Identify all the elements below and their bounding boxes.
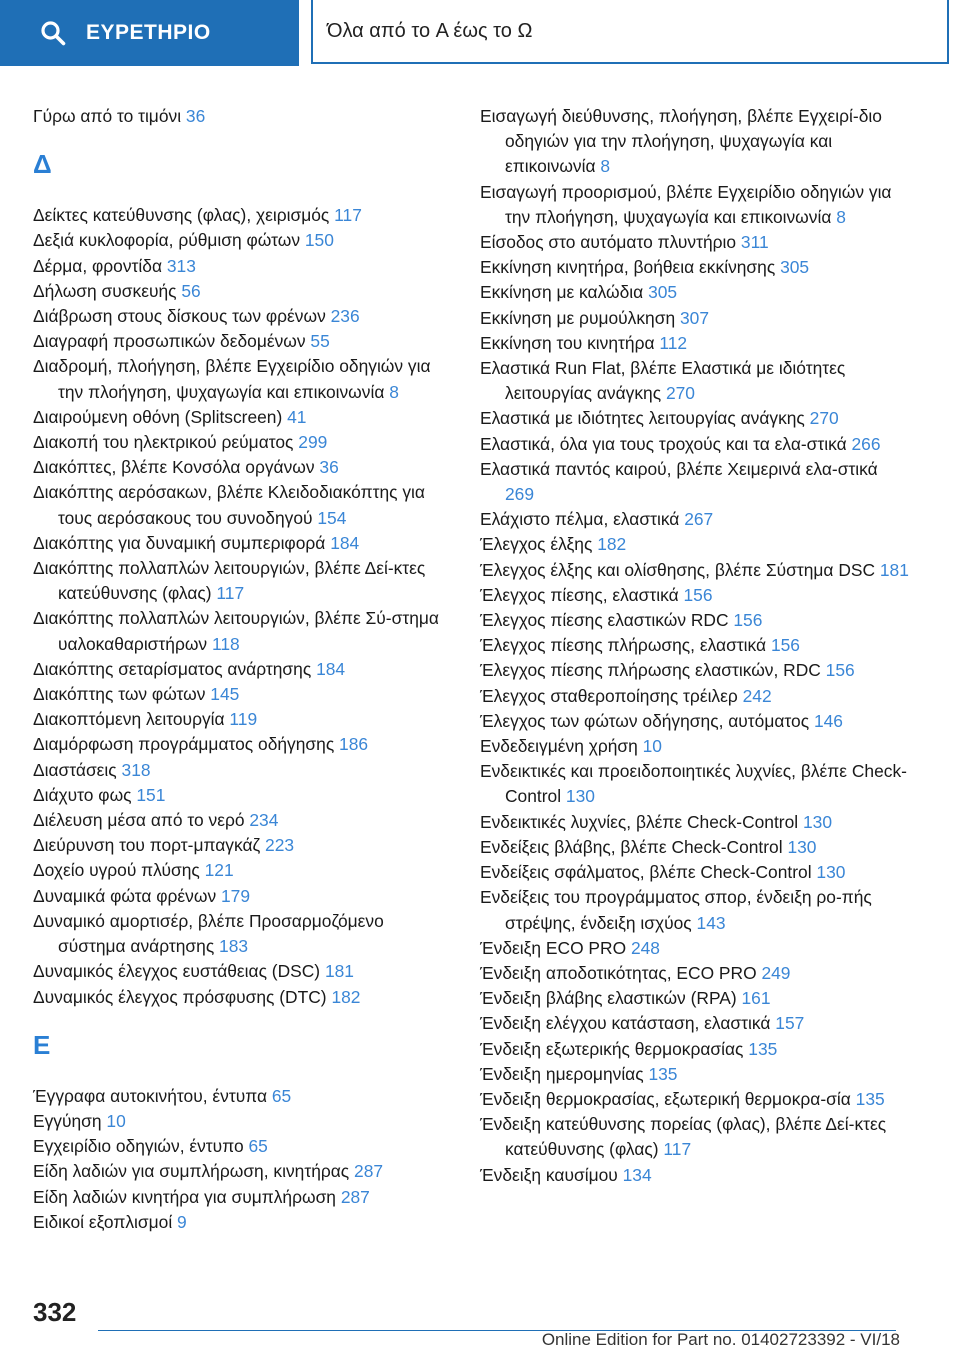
index-entry-text: Ειδικοί εξοπλισμοί [33, 1211, 173, 1232]
index-entry-text: Έλεγχος έλξης και ολίσθησης, βλέπε Σύστημα DSC [480, 559, 876, 580]
index-entry [480, 104, 910, 180]
page-reference-link[interactable]: 8 [836, 206, 846, 227]
index-entry [33, 606, 453, 656]
index-entry-text: Διέλευση μέσα από το νερό [33, 810, 245, 831]
index-entry-text: Διακοπή του ηλεκτρικού ρεύματος [33, 432, 294, 453]
index-entry-text: Είδη λαδιών για συμπλήρωση, κινητήρας [33, 1161, 350, 1182]
index-entry-text: Δήλωση συσκευής [33, 280, 177, 301]
index-entry [33, 480, 453, 530]
index-entry-text: Εγχειρίδιο οδηγιών, έντυπο [33, 1136, 244, 1157]
search-tab[interactable] [0, 0, 299, 66]
index-entry-text: Έλεγχος έλξης [480, 534, 593, 555]
index-entry-text: Έλεγχος σταθεροποίησης τρέιλερ [480, 685, 738, 706]
edition-note: Online Edition for Part no. 01402723392 - VI/18 [541, 1330, 900, 1349]
index-entry [480, 255, 910, 280]
page-reference-link[interactable]: 121 [204, 860, 234, 881]
page-reference-link[interactable]: 112 [659, 332, 688, 353]
page-reference-link[interactable]: 36 [319, 457, 339, 478]
index-entry-text: Ενδεδειγμένη χρήση [480, 736, 638, 757]
page-reference-link[interactable]: 318 [121, 759, 151, 780]
index-entry-text: Διαδρομή, πλοήγηση, βλέπε Εγχειρίδιο οδηγιών για την πλοήγηση, ψυχαγωγία και επικοινωνία [33, 356, 431, 402]
index-entry-text: Ένδειξη βλάβης ελαστικών (RPA) [480, 988, 737, 1009]
index-entry [480, 885, 910, 935]
search-icon [40, 19, 68, 47]
index-entry [33, 279, 453, 304]
index-entry [33, 354, 453, 404]
index-entry [480, 608, 910, 633]
index-entry-text: Ενδείξεις σφάλματος, βλέπε Check-Control [480, 862, 812, 883]
page-reference-link[interactable]: 287 [340, 1186, 370, 1207]
index-entry [480, 356, 910, 406]
page-reference-link[interactable]: 117 [334, 205, 362, 226]
index-entry [480, 532, 910, 557]
index-entry-text: Έλεγχος πίεσης ελαστικών RDC [480, 610, 729, 631]
page-reference-link[interactable]: 9 [177, 1211, 187, 1232]
index-entry [480, 1037, 910, 1062]
index-entry-text: Δυναμικό αμορτισέρ, βλέπε Προσαρμοζόμενο σύστημα ανάρτησης [33, 910, 384, 957]
page-reference-link[interactable]: 65 [271, 1085, 292, 1106]
page-reference-link[interactable]: 135 [855, 1088, 885, 1109]
index-entry [33, 304, 453, 329]
page-reference-link[interactable]: 181 [879, 559, 909, 580]
page-reference-link[interactable]: 154 [317, 507, 347, 528]
section-title: Όλα από το A έως το Ω [311, 0, 949, 64]
page-reference-link[interactable]: 56 [181, 280, 201, 301]
index-entry-text: Διακοπτόμενη λειτουργία [33, 709, 225, 730]
page-reference-link[interactable]: 65 [248, 1136, 268, 1157]
page-reference-link[interactable]: 157 [775, 1013, 805, 1034]
index-entry [480, 1163, 910, 1188]
index-entry-text: Ενδεικτικές λυχνίες, βλέπε Check-Control [480, 811, 799, 832]
index-entry-text: Ένδειξη εξωτερικής θερμοκρασίας [480, 1038, 744, 1059]
index-entry [480, 280, 910, 305]
index-entry-text: Ελαστικά Run Flat, βλέπε Ελαστικά με ιδιότητες λειτουργίας ανάγκης [480, 358, 846, 404]
page-reference-link[interactable]: 55 [310, 331, 330, 352]
index-letter-heading: Ε [33, 1029, 51, 1060]
page-reference-link[interactable]: 181 [324, 961, 354, 982]
page-reference-link[interactable]: 234 [249, 810, 279, 831]
index-entry [480, 810, 910, 835]
page-reference-link[interactable]: 179 [220, 885, 250, 906]
index-entry [480, 432, 910, 457]
index-entry [480, 583, 910, 608]
index-entry-text: Εγγύηση [33, 1110, 102, 1131]
index-entry [480, 331, 910, 356]
index-entry-text: Εκκίνηση με καλώδια [480, 282, 644, 303]
index-entry [480, 558, 910, 583]
index-entry [480, 457, 910, 507]
index-entry-text: Ένδειξη ECO PRO [480, 937, 627, 958]
index-entry [33, 833, 453, 858]
index-entry [33, 329, 453, 354]
index-entry [33, 556, 453, 606]
index-entry [480, 1112, 910, 1162]
index-column-left [33, 104, 453, 1235]
page-reference-link[interactable]: 242 [742, 685, 772, 706]
index-entry-text: Είδη λαδιών κινητήρα για συμπλήρωση [33, 1186, 336, 1207]
page-reference-link[interactable]: 186 [339, 734, 369, 755]
page-reference-link[interactable]: 118 [211, 633, 240, 654]
index-entry [480, 180, 910, 230]
index-entry-text: Ένδειξη ελέγχου κατάσταση, ελαστικά [480, 1013, 771, 1034]
index-entry [33, 228, 453, 253]
index-entry-text: Ενδείξεις του προγράμματος σπορ, ένδειξη ρο-πής στρέψης, ένδειξη ισχύος [480, 887, 872, 933]
index-entry-text: Ενδεικτικές και προειδοποιητικές λυχνίες, βλέπε Check-Control [480, 761, 907, 807]
index-entry [480, 860, 910, 885]
page-reference-link[interactable]: 143 [696, 912, 726, 933]
index-entry [33, 909, 453, 959]
index-entry [33, 808, 453, 833]
index-entry-text: Ελάχιστο πέλμα, ελαστικά [480, 509, 680, 530]
index-entry [480, 230, 910, 255]
index-entry [33, 657, 453, 682]
index-entry-text: Δοχείο υγρού πλύσης [33, 860, 200, 881]
index-entry-text: Διακόπτης για δυναμική συμπεριφορά [33, 532, 326, 553]
page-reference-link[interactable]: 182 [331, 986, 361, 1007]
page-reference-link[interactable]: 270 [809, 408, 839, 429]
index-entry-text: Δείκτες κατεύθυνσης (φλας), χειρισμός [33, 205, 330, 226]
page-reference-link[interactable]: 223 [265, 835, 295, 856]
index-entry-text: Διακόπτης αερόσακων, βλέπε Κλειδοδιακόπτης για τους αερόσακους του συνοδηγού [33, 482, 425, 528]
page-reference-link[interactable]: 249 [761, 962, 791, 983]
page-reference-link[interactable]: 10 [642, 736, 662, 757]
index-entry [480, 406, 910, 431]
index-entry-text: Διακόπτης σεταρίσματος ανάρτησης [33, 658, 312, 679]
page-reference-link[interactable]: 182 [597, 534, 627, 555]
index-entry [480, 709, 910, 734]
index-entry-text: Έγγραφα αυτοκινήτου, έντυπα [33, 1085, 268, 1106]
index-entry-text: Διακόπτης πολλαπλών λειτουργιών, βλέπε Σύ-στημα υαλοκαθαριστήρων [33, 608, 439, 654]
index-entry [480, 1087, 910, 1112]
index-entry-text: Ελαστικά παντός καιρού, βλέπε Χειμερινά ελα-στικά [480, 458, 878, 479]
page-reference-link[interactable]: 156 [770, 635, 800, 656]
index-entry-text: Ένδειξη θερμοκρασίας, εξωτερική θερμοκρα-σία [480, 1088, 851, 1109]
page-reference-link[interactable]: 145 [210, 684, 240, 705]
index-entry [480, 306, 910, 331]
index-entry-text: Διακόπτης των φώτων [33, 684, 206, 705]
index-entry [33, 707, 453, 732]
index-entry [480, 1062, 910, 1087]
page-reference-link[interactable]: 130 [802, 811, 832, 832]
page-reference-link[interactable]: 236 [330, 306, 360, 327]
page-reference-link[interactable]: 305 [648, 282, 678, 303]
index-entry [480, 684, 910, 709]
index-entry [33, 1084, 453, 1109]
index-entry [33, 682, 453, 707]
index-entry [480, 986, 910, 1011]
page-reference-link[interactable]: 119 [229, 709, 258, 730]
index-entry-text: Ένδειξη ημερομηνίας [480, 1063, 644, 1084]
page-reference-link[interactable]: 8 [389, 381, 399, 402]
index-entry-text: Διάχυτο φως [33, 784, 132, 805]
index-letter-heading: Δ [33, 149, 52, 180]
index-entry [33, 1185, 453, 1210]
header [0, 0, 960, 66]
page-reference-link[interactable]: 134 [622, 1164, 652, 1185]
page-reference-link[interactable]: 135 [748, 1038, 778, 1059]
index-entry [480, 633, 910, 658]
index-entry-text: Εισαγωγή προορισμού, βλέπε Εγχειρίδιο οδηγιών για την πλοήγηση, ψυχαγωγία και επικοινωνία [480, 181, 892, 227]
index-entry [33, 1134, 453, 1159]
page-reference-link[interactable]: 150 [304, 230, 334, 251]
page-reference-link[interactable]: 36 [185, 106, 206, 126]
index-entry [33, 858, 453, 883]
index-entry [33, 959, 453, 984]
page-reference-link[interactable]: 41 [287, 406, 307, 427]
index-entry [33, 1159, 453, 1184]
page-reference-link[interactable]: 299 [298, 432, 328, 453]
index-entry-text: Διαγραφή προσωπικών δεδομένων [33, 331, 306, 352]
index-entry-text: Ελαστικά, όλα για τους τροχούς και τα ελα-στικά [480, 433, 847, 454]
index-entry [33, 732, 453, 757]
index-entry [480, 961, 910, 986]
index-entry-text: Δυναμικός έλεγχος ευστάθειας (DSC) [33, 961, 321, 982]
index-entry-text: Διαμόρφωση προγράμματος οδήγησης [33, 734, 335, 755]
index-entry [33, 405, 453, 430]
index-entry-text: Εκκίνηση του κινητήρα [480, 332, 655, 353]
page-reference-link[interactable]: 184 [330, 532, 360, 553]
index-entry-text: Ενδείξεις βλάβης, βλέπε Check-Control [480, 836, 783, 857]
index-entry-text: Διάβρωση στους δίσκους των φρένων [33, 306, 326, 327]
page-reference-link[interactable]: 151 [136, 784, 166, 805]
page-reference-link[interactable]: 311 [740, 232, 769, 253]
page-number: 332 [33, 1297, 77, 1327]
index-entry [33, 884, 453, 909]
index-entry-text: Ένδειξη καυσίμου [480, 1164, 618, 1185]
index-entry [33, 1109, 453, 1134]
index-entry-text: Εκκίνηση κινητήρα, βοήθεια εκκίνησης [480, 257, 776, 278]
page-reference-link[interactable]: 184 [316, 658, 346, 679]
page-reference-link[interactable]: 156 [683, 584, 713, 605]
index-entry [33, 783, 453, 808]
page-reference-link[interactable]: 248 [630, 937, 660, 958]
page-reference-link[interactable]: 161 [741, 988, 771, 1009]
index-entry [480, 1011, 910, 1036]
search-tab-label: ΕΥΡΕΤΗΡΙΟ [86, 21, 211, 44]
index-entry [33, 430, 453, 455]
page-reference-link[interactable]: 10 [106, 1110, 126, 1131]
index-entry [480, 759, 910, 809]
index-entry-text: Ελαστικά με ιδιότητες λειτουργίας ανάγκης [480, 408, 805, 429]
page-reference-link[interactable]: 117 [663, 1139, 692, 1160]
index-entry-text: Είσοδος στο αυτόματο πλυντήριο [480, 232, 737, 253]
index-entry [480, 658, 910, 683]
page-reference-link[interactable]: 305 [780, 257, 810, 278]
index-entry-text: Εισαγωγή διεύθυνσης, πλοήγηση, βλέπε Εγχειρί-διο οδηγιών για την πλοήγηση, ψυχαγωγία και επικοινωνία [480, 106, 882, 177]
index-entry [33, 455, 453, 480]
page-reference-link[interactable]: 313 [166, 255, 196, 276]
index-entry-text: Δεξιά κυκλοφορία, ρύθμιση φώτων [33, 230, 301, 251]
index-entry-text: Δυναμικός έλεγχος πρόσφυσης (DTC) [33, 986, 327, 1007]
page-reference-link[interactable]: 156 [733, 610, 763, 631]
page-reference-link[interactable]: 156 [825, 660, 855, 681]
page-reference-link[interactable]: 269 [505, 484, 535, 505]
index-entry [480, 507, 910, 532]
index-entry [33, 985, 453, 1010]
page-reference-link[interactable]: 117 [216, 583, 245, 604]
index-entry [33, 254, 453, 279]
page-reference-link[interactable]: 130 [787, 836, 817, 857]
page-reference-link[interactable]: 130 [816, 862, 846, 883]
page-reference-link[interactable]: 270 [665, 383, 695, 404]
index-entry-text: Ένδειξη αποδοτικότητας, ECO PRO [480, 962, 757, 983]
index-entry-text: Έλεγχος πίεσης πλήρωσης, ελαστικά [480, 635, 767, 656]
page-reference-link[interactable]: 135 [648, 1063, 678, 1084]
index-entry [33, 1210, 453, 1235]
index-entry [33, 758, 453, 783]
index-entry-text: Διακόπτης πολλαπλών λειτουργιών, βλέπε Δεί-κτες κατεύθυνσης (φλας) [33, 558, 426, 604]
index-entry-text: Δέρμα, φροντίδα [33, 255, 163, 276]
index-column-right [480, 104, 910, 1188]
index-entry [480, 835, 910, 860]
index-entry-text: Έλεγχος πίεσης, ελαστικά [480, 584, 679, 605]
page-reference-link[interactable]: 287 [354, 1161, 384, 1182]
index-entry-text: Διακόπτες, βλέπε Κονσόλα οργάνων [33, 457, 315, 478]
index-entry-text: Δυναμικά φώτα φρένων [33, 885, 217, 906]
index-entry-text: Εκκίνηση με ρυμούλκηση [480, 307, 676, 328]
page-reference-link[interactable]: 8 [600, 156, 611, 177]
index-entry [480, 734, 910, 759]
index-entry-text: Γύρω από το τιμόνι [33, 106, 182, 126]
index-entry [33, 203, 453, 228]
index-entry-text: Διαιρούμενη οθόνη (Splitscreen) [33, 406, 283, 427]
index-entry [33, 531, 453, 556]
index-entry-text: Διεύρυνση του πορτ-μπαγκάζ [33, 835, 261, 856]
page-reference-link[interactable]: 266 [851, 433, 881, 454]
index-entry [480, 936, 910, 961]
page-reference-link[interactable]: 307 [679, 307, 709, 328]
index-entry-text: Διαστάσεις [33, 759, 117, 780]
page-reference-link[interactable]: 130 [565, 786, 595, 807]
index-entry-text: Έλεγχος των φώτων οδήγησης, αυτόματος [480, 710, 810, 731]
page-reference-link[interactable]: 183 [219, 936, 249, 957]
index-entry [33, 104, 453, 129]
page-reference-link[interactable]: 146 [813, 710, 843, 731]
page-reference-link[interactable]: 267 [684, 509, 714, 530]
index-entry-text: Έλεγχος πίεσης πλήρωσης ελαστικών, RDC [480, 660, 821, 681]
index-entry-text: Ένδειξη κατεύθυνσης πορείας (φλας), βλέπε Δεί-κτες κατεύθυνσης (φλας) [480, 1114, 887, 1160]
